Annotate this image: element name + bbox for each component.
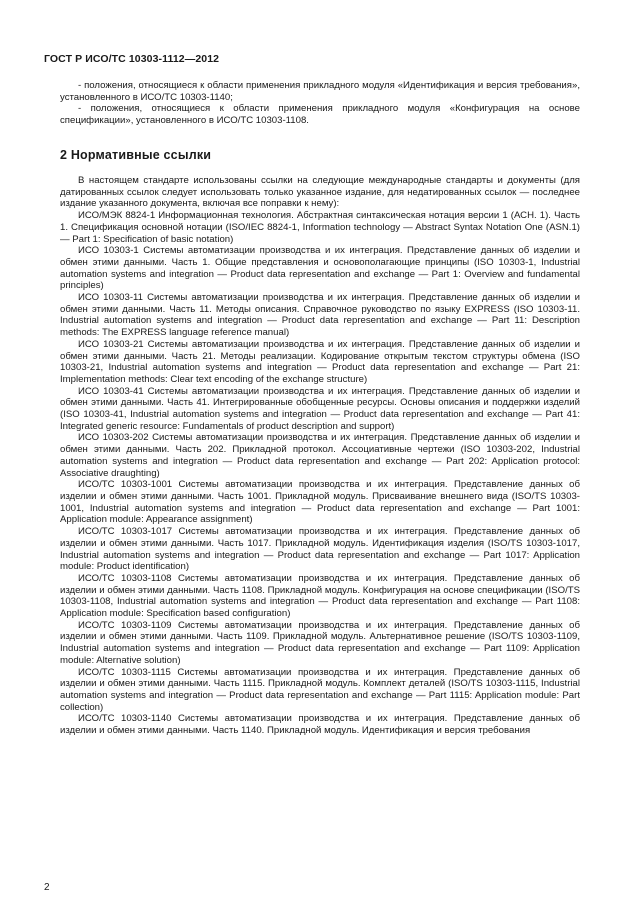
reference-entry: ИСО 10303-21 Системы автоматизации производства и их интеграция. Представление данных об изделии и обмен этими данными. Часть 21. Методы реализации. Кодирование открытым текстом структуры обмена (ISO 10303-21, Industrial automation systems and integration — Product data representation and exchange — Part 21: Implementation methods: Clear text encoding of the exchange structure) <box>60 338 580 385</box>
reference-entry: ИСО 10303-41 Системы автоматизации производства и их интеграция. Представление данных об изделии и обмен этими данными. Часть 41. Интегрированные обобщенные ресурсы. Основы описания и поддержки изделий (ISO 10303-41, Industrial automation systems and integration — Product data representation and exchange — Part 41: Integrated generic resource: Fundamentals of product description and support) <box>60 385 580 432</box>
paragraph: В настоящем стандарте использованы ссылки на следующие международные стандарты и документы (для датированных ссылок следует использовать только указанное издание, для недатированных ссылок — последнее издание указанного документа, включая все поправки к нему): <box>60 175 580 210</box>
section-title: 2 Нормативные ссылки <box>60 148 212 162</box>
intro-text <box>60 80 580 127</box>
reference-entry: ИСО 10303-202 Системы автоматизации производства и их интеграция. Представление данных об изделии и обмен этими данными. Часть 202. Прикладной протокол. Ассоциативные чертежи (ISO 10303-202, Industrial automation systems and integration — Product data representation and exchange — Part 202: Application protocol: Associative draughting) <box>60 432 580 479</box>
reference-entry: ИСО/ТС 10303-1115 Системы автоматизации производства и их интеграция. Представление данных об изделии и обмен этими данными. Часть 1115. Прикладной модуль. Комплект деталей (ISO/TS 10303-1115, Industrial automation systems and integration — Product data representation and exchange — Part 1115: Application module: Part collection) <box>60 666 580 713</box>
references-list <box>60 175 580 737</box>
reference-entry: ИСО 10303-1 Системы автоматизации производства и их интеграция. Представление данных об изделии и обмен этими данными. Часть 1. Общие представления и основополагающие принципы (ISO 10303-1, Industrial automation systems and integration — Product data representation and exchange — Part 1: Overview and fundamental principles) <box>60 245 580 292</box>
reference-entry: ИСО 10303-11 Системы автоматизации производства и их интеграция. Представление данных об изделии и обмен этими данными. Часть 11. Методы описания. Справочное руководство по языку EXPRESS (ISO 10303-11. Industrial automation systems and integration — Product data representation and exchange — Part 11: Description methods: The EXPRESS language reference manual) <box>60 292 580 339</box>
paragraph: - положения, относящиеся к области применения прикладного модуля «Идентификация и версия требования», установленного в ИСО/ТС 10303-1140; <box>60 80 580 103</box>
reference-entry: ИСО/МЭК 8824-1 Информационная технология. Абстрактная синтаксическая нотация версии 1 (АСН. 1). Часть 1. Спецификация основной нотации (ISO/IEC 8824-1, Information technology — Abstract Syntax Notation One (ASN.1) — Part 1: Specification of basic notation) <box>60 210 580 245</box>
reference-entry: ИСО/ТС 10303-1140 Системы автоматизации производства и их интеграция. Представление данных об изделии и обмен этими данными. Часть 1140. Прикладной модуль. Идентификация и версия требования <box>60 713 580 737</box>
reference-entry: ИСО/ТС 10303-1108 Системы автоматизации производства и их интеграция. Представление данных об изделии и обмен этими данными. Часть 1108. Прикладной модуль. Конфигурация на основе спецификации (ISO/TS 10303-1108, Industrial automation systems and integration — Product data representation and exchange — Part 1108: Application module: Specification based configuration) <box>60 572 580 620</box>
reference-entry: ИСО/ТС 10303-1109 Системы автоматизации производства и их интеграция. Представление данных об изделии и обмен этими данными. Часть 1109. Прикладной модуль. Альтернативное решение (ISO/TS 10303-1109, Industrial automation systems and integration — Product data representation and exchange — Part 1109: Application module: Alternative solution) <box>60 619 580 666</box>
reference-entry: ИСО/ТС 10303-1001 Системы автоматизации производства и их интеграция. Представление данных об изделии и обмен этими данными. Часть 1001. Прикладной модуль. Присваивание внешнего вида (ISO/TS 10303-1001, Industrial automation systems and integration — Product data representation and exchange — Part 1001: Application module: Appearance assignment) <box>60 479 580 526</box>
paragraph: - положения, относящиеся к области применения прикладного модуля «Конфигурация на основе спецификации», установленного в ИСО/ТС 10303-1108. <box>60 103 580 127</box>
page-header: ГОСТ Р ИСО/ТС 10303-1112—2012 <box>44 53 220 65</box>
page-number: 2 <box>44 882 50 893</box>
reference-entry: ИСО/ТС 10303-1017 Системы автоматизации производства и их интеграция. Представление данных об изделии и обмен этими данными. Часть 1017. Прикладной модуль. Идентификация изделия (ISO/TS 10303-1017, Industrial automation systems and integration — Product data representation and exchange — Part 1017: Application module: Product identification) <box>60 526 580 573</box>
